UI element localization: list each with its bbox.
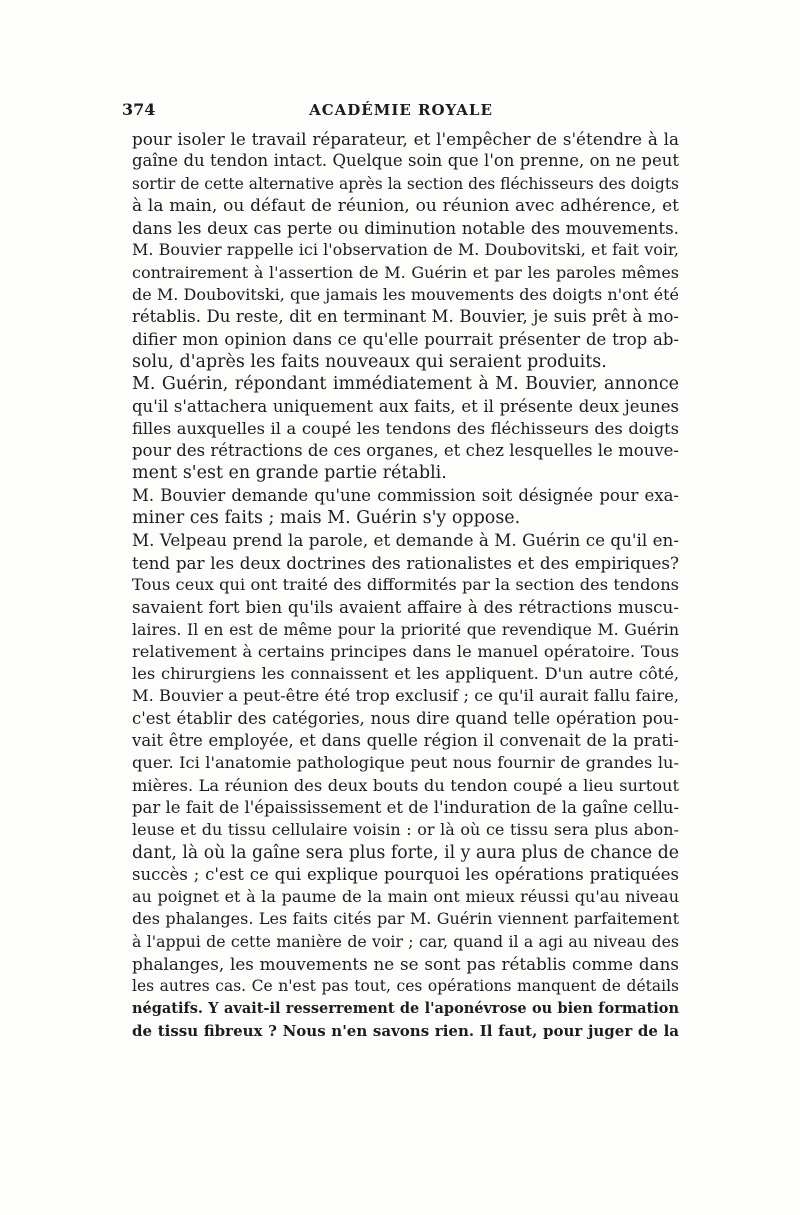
- text-line: savaient fort bien qu'ils avaient affaire à des rétractions muscu-: [132, 597, 679, 618]
- text-line: vait être employée, et dans quelle région il convenait de la prati-: [132, 731, 679, 751]
- text-line: à la main, ou défaut de réunion, ou réunion avec adhérence, et: [132, 195, 679, 216]
- text-line: ment s'est en grande partie rétabli.: [132, 463, 447, 484]
- text-line: mières. La réunion des deux bouts du tendon coupé a lieu surtout: [132, 775, 679, 795]
- text-line: au poignet et à la paume de la main ont mieux réussi qu'au niveau: [132, 887, 679, 907]
- text-line: succès ; c'est ce qui explique pourquoi les opérations pratiquées: [132, 864, 679, 884]
- text-line: solu, d'après les faits nouveaux qui seraient produits.: [132, 351, 607, 372]
- text-line: M. Velpeau prend la parole, et demande à M. Guérin ce qu'il en-: [132, 530, 679, 551]
- text-line: c'est établir des catégories, nous dire quand telle opération pou-: [132, 708, 679, 728]
- text-line: difier mon opinion dans ce qu'elle pourrait présenter de trop ab-: [132, 329, 679, 349]
- text-line: gaîne du tendon intact. Quelque soin que l'on prenne, on ne peut: [132, 151, 679, 171]
- text-line: pour isoler le travail réparateur, et l'empêcher de s'étendre à la: [132, 129, 679, 149]
- text-line: dans les deux cas perte ou diminution notable des mouvements.: [132, 218, 679, 239]
- text-line: M. Bouvier demande qu'une commission soit désignée pour exa-: [132, 485, 679, 505]
- text-line: contrairement à l'assertion de M. Guérin et par les paroles mêmes: [132, 262, 679, 282]
- text-line: Tous ceux qui ont traité des difformités par la section des tendons: [132, 574, 679, 594]
- text-line: par le fait de l'épaississement et de l'induration de la gaîne cellu-: [132, 797, 679, 817]
- text-line: tend par les deux doctrines des rationalistes et des empiriques?: [132, 552, 679, 573]
- text-line: sortir de cette alternative après la section des fléchisseurs des doigts: [132, 174, 679, 193]
- text-line: leuse et du tissu cellulaire voisin : or là où ce tissu sera plus abon-: [132, 820, 679, 840]
- text-line: pour des rétractions de ces organes, et chez lesquelles le mouve-: [132, 441, 679, 461]
- page-header: [122, 98, 680, 122]
- text-line: à l'appui de cette manière de voir ; car, quand il a agi au niveau des: [132, 931, 679, 951]
- text-line: M. Bouvier rappelle ici l'observation de M. Doubovitski, et fait voir,: [132, 240, 679, 260]
- text-line: miner ces faits ; mais M. Guérin s'y oppose.: [132, 508, 521, 529]
- text-line: les chirurgiens les connaissent et les appliquent. D'un autre côté,: [132, 664, 679, 684]
- text-line: phalanges, les mouvements ne se sont pas rétablis comme dans: [132, 953, 679, 974]
- text-line: quer. Ici l'anatomie pathologique peut nous fournir de grandes lu-: [132, 753, 679, 773]
- text-line: relativement à certains principes dans le manuel opératoire. Tous: [132, 641, 679, 661]
- text-line: laires. Il en est de même pour la priorité que revendique M. Guérin: [132, 619, 679, 639]
- text-line: négatifs. Y avait-il resserrement de l'aponévrose ou bien formation: [132, 999, 679, 1017]
- body-text: [132, 128, 679, 1042]
- text-line: dant, là où la gaîne sera plus forte, il y aura plus de chance de: [132, 842, 679, 863]
- text-line: M. Guérin, répondant immédiatement à M. Bouvier, annonce: [132, 374, 679, 395]
- text-line: de M. Doubovitski, que jamais les mouvements des doigts n'ont été: [132, 285, 679, 305]
- text-line: de tissu fibreux ? Nous n'en savons rien. Il faut, pour juger de la: [132, 1021, 679, 1040]
- text-line: les autres cas. Ce n'est pas tout, ces opérations manquent de détails: [132, 977, 679, 996]
- running-title: ACADÉMIE ROYALE: [309, 101, 493, 119]
- text-line: des phalanges. Les faits cités par M. Guérin viennent parfaitement: [132, 909, 679, 929]
- page-number: 374: [122, 100, 156, 119]
- text-line: M. Bouvier a peut-être été trop exclusif ; ce qu'il aurait fallu faire,: [132, 686, 679, 706]
- text-line: filles auxquelles il a coupé les tendons des fléchisseurs des doigts: [132, 418, 679, 438]
- text-line: rétablis. Du reste, dit en terminant M. Bouvier, je suis prêt à mo-: [132, 307, 679, 327]
- text-line: qu'il s'attachera uniquement aux faits, et il présente deux jeunes: [132, 396, 679, 416]
